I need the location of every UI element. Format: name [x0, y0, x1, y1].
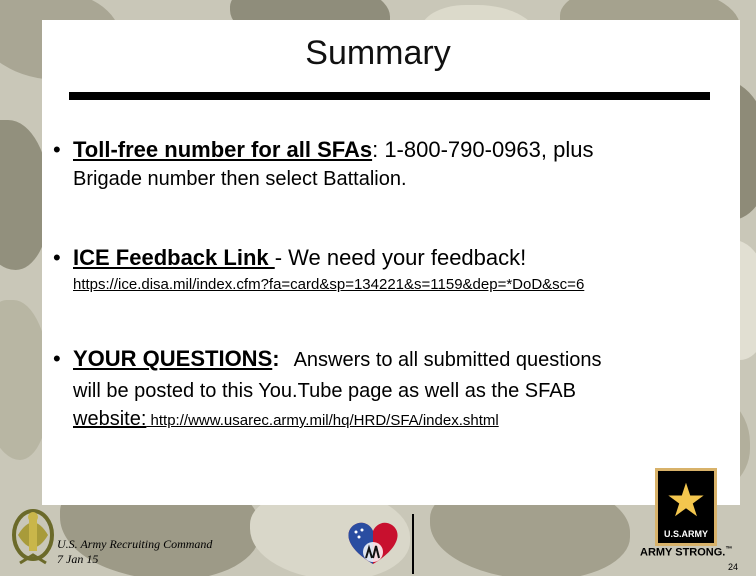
bullet-continuation: will be posted to this You.Tube page as well as the SFAB [73, 380, 576, 402]
bullet-toll-free [73, 136, 593, 164]
footer-divider [412, 514, 414, 574]
bullet-head: YOUR QUESTIONS [73, 346, 273, 371]
bullet-dot: • [53, 346, 61, 371]
command-caption [57, 537, 212, 567]
command-name: U.S. Army Recruiting Command [57, 537, 213, 551]
slide-title: Summary [305, 34, 451, 72]
ice-feedback-link[interactable]: https://ice.disa.mil/index.cfm?fa=card&sp=134221&s=1159&dep=*DoD&sc=6 [73, 276, 585, 293]
bullet-dot: • [53, 137, 61, 162]
title-divider [69, 92, 710, 100]
sfa-website-link[interactable]: http://www.usarec.army.mil/hq/HRD/SFA/index.shtml [146, 412, 499, 429]
army-strong-slogan: ARMY STRONG.™ [640, 546, 733, 559]
sfa-heart-logo-icon [342, 518, 404, 568]
bullet-colon: : [272, 346, 280, 371]
bullet-dot: • [53, 245, 61, 270]
bullet-head: Toll-free number for all SFAs [73, 137, 373, 162]
recruiting-command-seal-icon [10, 505, 56, 571]
bullet-tail: Answers to all submitted questions [293, 349, 602, 371]
website-label: website: [73, 408, 147, 430]
army-star-logo-icon: ★ U.S.ARMY [655, 468, 717, 546]
bullet-your-questions [73, 345, 602, 374]
bullet-tail: : 1-800-790-0963, plus [372, 137, 594, 162]
bullet-tail: - We need your feedback! [274, 245, 527, 270]
bullet-head: ICE Feedback Link [73, 245, 275, 270]
command-date: 7 Jan 15 [57, 552, 99, 566]
bullet-continuation: Brigade number then select Battalion. [73, 168, 407, 190]
bullet-continuation [73, 406, 499, 434]
army-logo-text: U.S.ARMY [663, 529, 708, 539]
bullet-ice-feedback [73, 244, 526, 272]
page-number: 24 [728, 562, 739, 572]
